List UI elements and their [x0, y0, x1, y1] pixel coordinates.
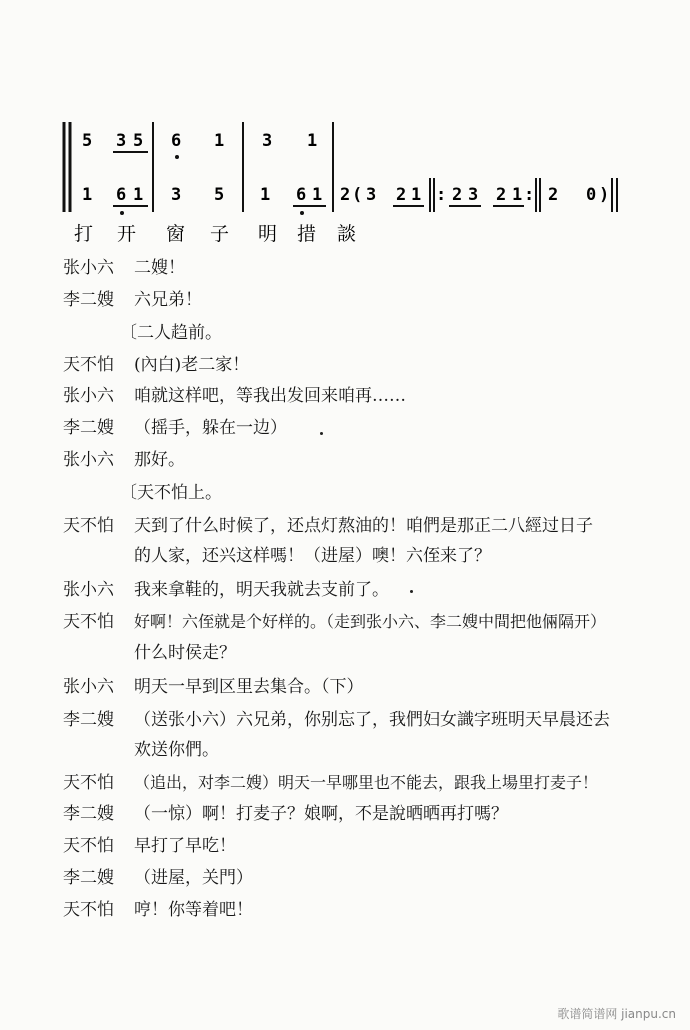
dialogue-text: 咱就这样吧，等我出发回来咱再……: [134, 386, 406, 406]
lyric-1: 打: [74, 223, 94, 245]
dialogue-text: 天到了什么时候了，还点灯熬油的！咱們是那正二八經过日子: [134, 516, 593, 536]
lower-note-16: 2: [496, 185, 507, 205]
lower-note-13: 1: [411, 185, 422, 205]
speaker-label: 张小六: [63, 677, 114, 697]
speaker-label: 李二嫂: [63, 418, 114, 438]
dialogue-text: 哼！你等着吧！: [134, 900, 253, 920]
dialogue-continuation: 什么时侯走？: [134, 643, 236, 663]
stage-direction: 〔二人趋前。: [120, 323, 222, 343]
lower-note-11: 3: [366, 185, 377, 205]
dialogue-text: 二嫂！: [134, 258, 185, 278]
lower-note-4: 3: [171, 185, 182, 205]
speaker-label: 张小六: [63, 258, 114, 278]
dialogue-text: （进屋，关門）: [134, 868, 253, 888]
dialogue-text: 六兄弟！: [134, 290, 202, 310]
lower-note-5: 5: [214, 185, 225, 205]
lower-note-7: 6: [296, 185, 307, 205]
system-brace: [64, 122, 70, 212]
upper-note-2: 3: [116, 131, 127, 151]
lower-note-1: 1: [82, 185, 93, 205]
speaker-label: 张小六: [63, 386, 114, 406]
upper-note-6: 3: [262, 131, 273, 151]
speaker-label: 天不怕: [63, 773, 114, 793]
lower-note-18: 2: [548, 185, 559, 205]
lower-note-2: 6: [116, 185, 127, 205]
lower-note-12: 2: [396, 185, 407, 205]
lyric-3: 窗: [166, 223, 186, 245]
repeat-dots-2: :: [524, 185, 535, 205]
lower-note-14: 2: [452, 185, 463, 205]
lower-note-8: 1: [312, 185, 323, 205]
speaker-label: 李二嫂: [63, 804, 114, 824]
dialogue-text: （追出，对李二嫂）明天一早哪里也不能去，跟我上場里打麦子！: [134, 773, 599, 792]
speaker-label: 李二嫂: [63, 868, 114, 888]
stage-direction: 〔天不怕上。: [120, 483, 222, 503]
dialogue-continuation: 的人家，还兴这样嗎！（进屋）噢！六侄来了？: [134, 546, 491, 566]
speaker-label: 天不怕: [63, 900, 114, 920]
speaker-label: 李二嫂: [63, 710, 114, 730]
upper-dot-low: [175, 155, 179, 159]
upper-note-7: 1: [307, 131, 318, 151]
dialogue-text: 我来拿鞋的，明天我就去支前了。: [134, 580, 389, 600]
lower-dot-2: [300, 211, 304, 215]
upper-note-3: 5: [133, 131, 144, 151]
lyric-5: 明: [258, 223, 278, 245]
speaker-label: 李二嫂: [63, 290, 114, 310]
upper-note-5: 1: [214, 131, 225, 151]
lower-note-19: 0: [586, 185, 597, 205]
dialogue-text: （摇手，躲在一边）: [134, 418, 287, 438]
speaker-label: 天不怕: [63, 355, 114, 375]
lower-note-15: 3: [468, 185, 479, 205]
lower-note-3: 1: [133, 185, 144, 205]
dialogue-continuation: 欢送你們。: [134, 740, 219, 760]
site-watermark: 歌谱简谱网 jianpu.cn: [557, 1007, 676, 1021]
speaker-label: 天不怕: [63, 836, 114, 856]
dialogue-text: 好啊！六侄就是个好样的。（走到张小六、李二嫂中間把他倆隔开）: [134, 612, 607, 631]
repeat-dots-1: :: [436, 185, 447, 205]
speaker-label: 张小六: [63, 580, 114, 600]
lower-dot-1: [120, 211, 124, 215]
speaker-label: 天不怕: [63, 612, 114, 632]
lyric-6: 措: [297, 223, 317, 245]
dialogue-text: 明天一早到区里去集合。（下）: [134, 677, 364, 697]
upper-note-4: 6: [171, 131, 182, 151]
lower-note-20: ): [599, 185, 610, 205]
dialogue-text: （一惊）啊！打麦子？娘啊，不是說晒晒再打嗎？: [134, 804, 508, 824]
lyric-2: 开: [117, 223, 137, 245]
speaker-label: 天不怕: [63, 516, 114, 536]
lower-note-6: 1: [260, 185, 271, 205]
dialogue-text: 那好。: [134, 450, 185, 470]
speaker-label: 张小六: [63, 450, 114, 470]
music-score: [0, 0, 690, 250]
lower-note-17: 1: [512, 185, 523, 205]
lower-note-9: 2: [340, 185, 351, 205]
dialogue-text: 早打了早吃！: [134, 836, 236, 856]
print-speck: [320, 432, 323, 435]
upper-note-1: 5: [82, 131, 93, 151]
print-speck: [410, 590, 413, 593]
lower-note-10: (: [352, 185, 363, 205]
dialogue-text: （送张小六）六兄弟，你别忘了，我們妇女識字班明天早晨还去: [134, 710, 610, 730]
dialogue-text: (內白)老二家！: [134, 355, 250, 375]
lyric-7: 談: [337, 223, 357, 245]
lyric-4: 子: [210, 223, 230, 245]
